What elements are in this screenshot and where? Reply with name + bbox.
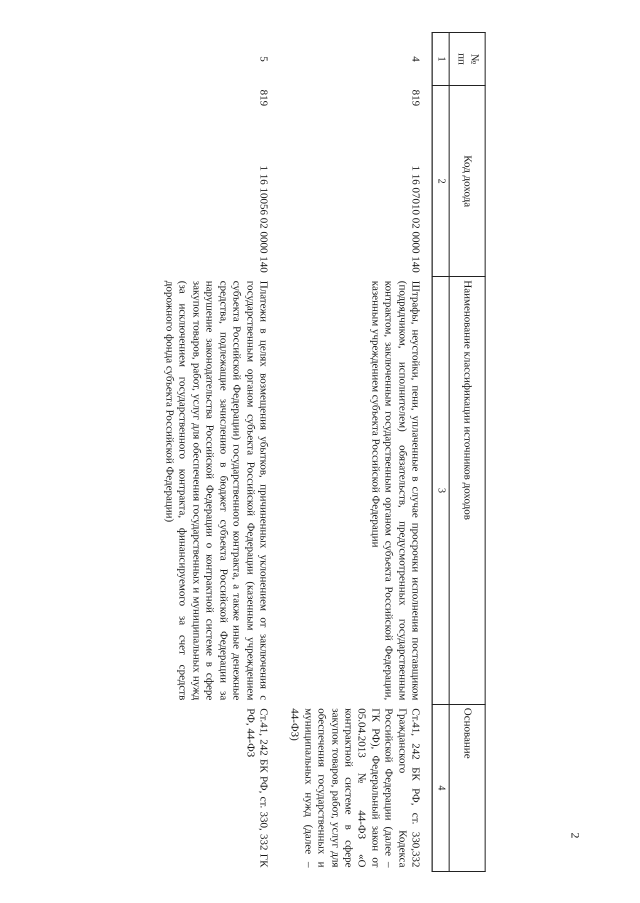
income-code: [408, 89, 421, 272]
column-number-row: [432, 32, 449, 871]
column-number: 1: [432, 32, 449, 85]
header-num: [449, 32, 485, 85]
column-number: 3: [432, 276, 449, 704]
table-row: [154, 32, 279, 871]
column-number: 4: [432, 704, 449, 871]
page-number: 2: [568, 832, 583, 839]
budget-code: 1 16 10056 02 0000 140: [257, 165, 270, 273]
admin-code: 819: [257, 89, 270, 106]
header-name: Наименование классификации источников доходов: [449, 276, 485, 704]
income-name: Платежи в целях возмещения убытков, причиненных уклонением от заключения с государственным органом субъекта Российской Федерации (казенным учреждением субъекта Российской Федерации) государственного контракта, а также иные денежные средства, подлежащие зачислению в бюджет субъекта Российской Федерации за нарушение законодательства Российской Федерации о контрактной системе в сфере закупок товаров, работ, услуг для обеспечения государственных и муниципальных нужд (за исключением государственного контракта, финансируемого за счет средств дорожного фонда субъекта Российской Федерации): [163, 280, 270, 700]
column-number: 2: [432, 85, 449, 276]
budget-code: 1 16 07010 02 0000 140: [409, 165, 422, 273]
income-name: Штрафы, неустойки, пени, уплаченные в случае просрочки исполнения поставщиком (подрядчиком, исполнителем) обязательств, предусмотренных государственным контрактом, заключенным государственным органом субъекта Российской Федерации, казенным учреждением субъекта Российской Федерации: [369, 280, 422, 700]
table-header-row: [449, 32, 485, 871]
income-code: [256, 89, 269, 272]
admin-code: 819: [409, 89, 422, 106]
header-num-text: № пп: [455, 52, 481, 65]
income-code-cell: [280, 85, 433, 276]
row-number: 5: [257, 55, 270, 62]
header-code: Код дохода: [449, 85, 485, 276]
income-codes-table: [154, 32, 485, 872]
row-number: 4: [409, 55, 422, 62]
legal-basis: Ст.41, 242 БК РФ, ст. 330,332 Гражданского Кодекса Российской Федерации (далее – ГК РФ), Федеральный закон от 05.04.2013 № 44-ФЗ «О контрактной системе в сфере закупок товаров, работ, услуг для обеспечения государственных и муниципальных нужд (далее – 44-ФЗ): [289, 707, 422, 867]
legal-basis: Ст.41, 242 БК РФ, ст. 330, 332 ГК РФ, 44-ФЗ: [244, 707, 270, 867]
document-body: [154, 32, 485, 872]
income-code-cell: [154, 85, 279, 276]
rotated-page: [154, 32, 485, 872]
header-basis: Основание: [449, 704, 485, 871]
table-row: [280, 32, 433, 871]
